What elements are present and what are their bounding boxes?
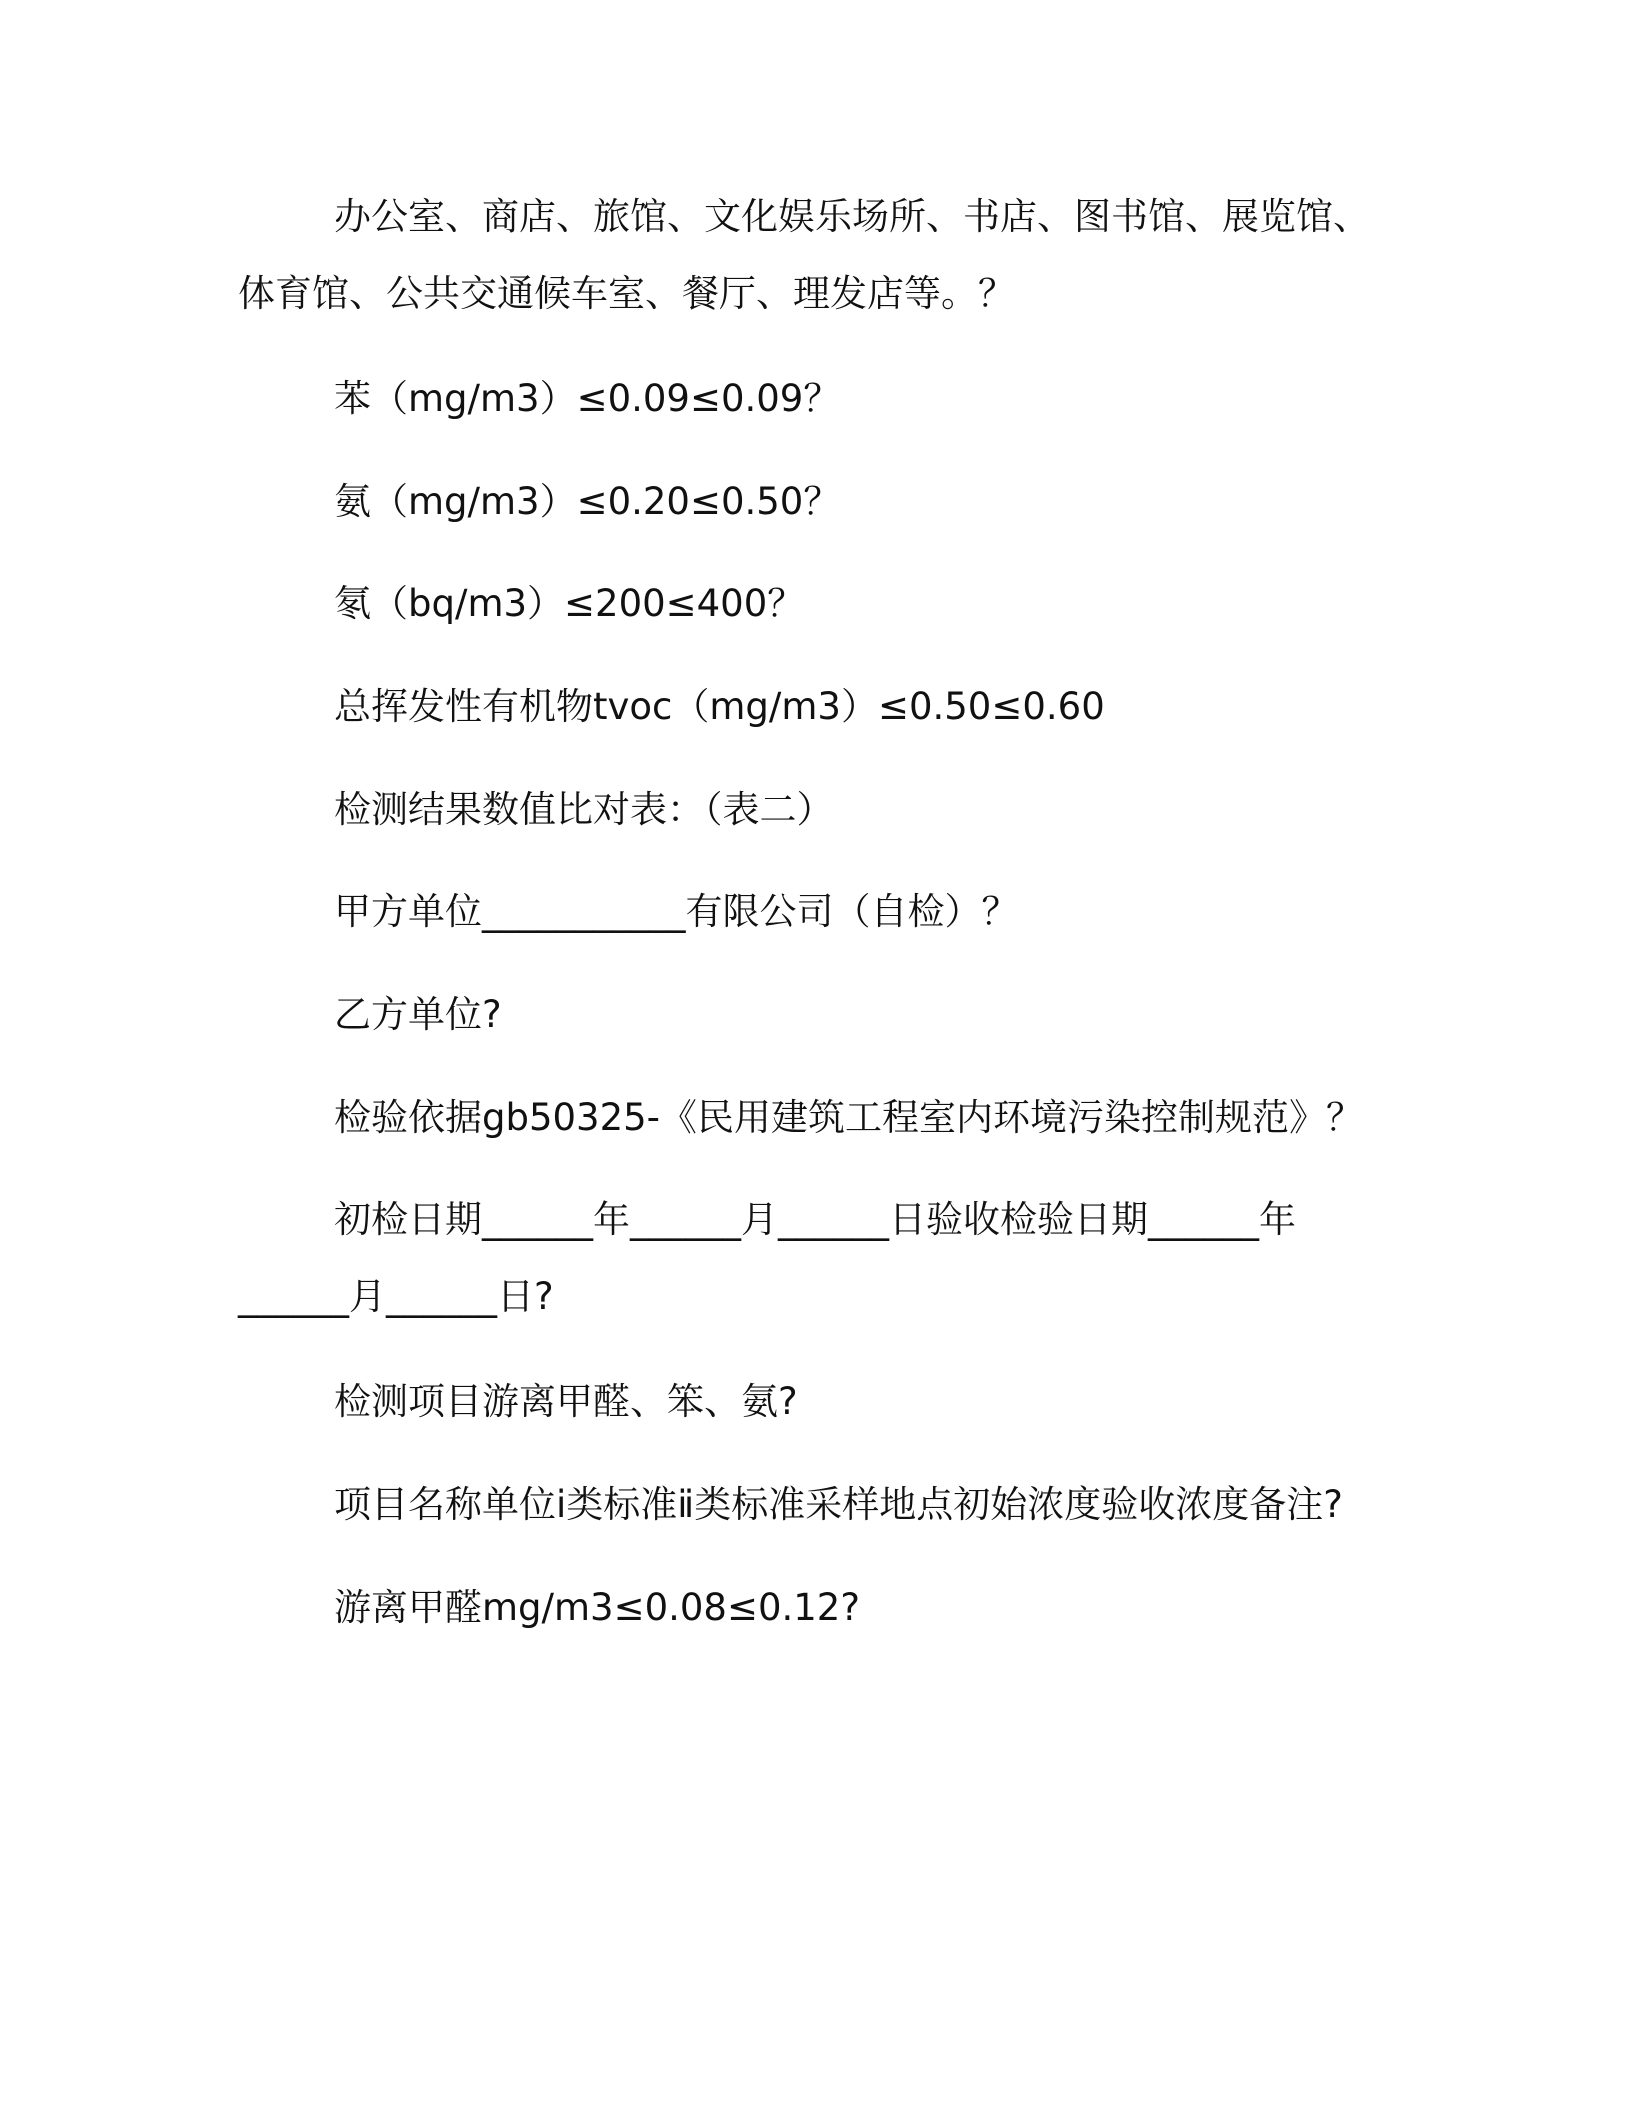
paragraph-venues: 办公室、商店、旅馆、文化娱乐场所、书店、图书馆、展览馆、体育馆、公共交通候车室、餐厅、理发店等。？ (238, 195, 1370, 315)
paragraph-party-a: 甲方单位___________有限公司（自检）？ (334, 890, 1019, 933)
paragraph-tvoc: 总挥发性有机物tvoc（mg/m3）≤0.50≤0.60 (334, 685, 1105, 728)
paragraph-items: 检测项目游离甲醛、笨、氨? (334, 1380, 798, 1423)
paragraph-ammonia: 氨（mg/m3）≤0.20≤0.50？ (334, 480, 841, 523)
paragraph-dates: 初检日期______年______月______日验收检验日期______年______月______日? (238, 1198, 1296, 1318)
paragraph-benzene: 苯（mg/m3）≤0.09≤0.09？ (334, 377, 841, 420)
paragraph-party-b: 乙方单位? (334, 993, 502, 1036)
paragraph-table-header: 项目名称单位ⅰ类标准ⅱ类标准采样地点初始浓度验收浓度备注? (334, 1483, 1343, 1526)
paragraph-basis: 检验依据gb50325-《民用建筑工程室内环境污染控制规范》？ (334, 1096, 1364, 1139)
paragraph-formaldehyde: 游离甲醛mg/m3≤0.08≤0.12? (334, 1586, 860, 1629)
paragraph-radon: 氡（bq/m3）≤200≤400？ (334, 582, 805, 625)
paragraph-table-title: 检测结果数值比对表：（表二） (334, 788, 834, 831)
